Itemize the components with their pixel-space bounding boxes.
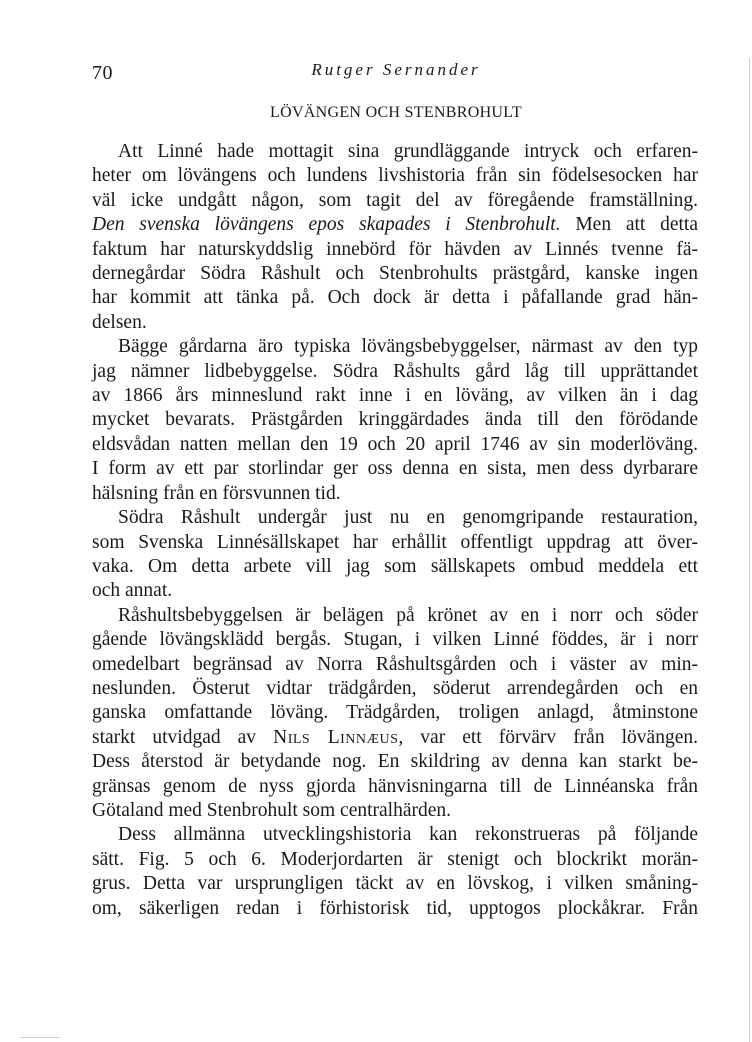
small-caps-name: Nils Linnæus — [273, 726, 399, 748]
text-line: delsen. — [92, 311, 147, 333]
text-line — [92, 213, 698, 237]
body-text — [92, 140, 698, 921]
scan-edge-line — [749, 58, 750, 1042]
text-line: väl icke undgått någon, som tagit del av föregående framställning. — [92, 189, 698, 211]
text-line: om, säkerligen redan i förhistorisk tid, upptogos plockåkrar. Från — [92, 897, 698, 919]
text-line: Dess allmänna utvecklingshistoria kan rekonstrueras på följande — [118, 824, 698, 846]
text-line: vaka. Om detta arbete vill jag som sällskapets ombud meddela ett — [92, 555, 698, 577]
text-line: Södra Råshult undergår just nu en genomgripande restauration, — [118, 507, 698, 529]
text-line: heter om lövängens och lundens livshistoria från sin födelsesocken har — [92, 165, 698, 187]
text-line: dernegårdar Södra Råshult och Stenbrohults prästgård, kanske ingen — [92, 263, 698, 285]
text-line: gränsas genom de nyss gjorda hänvisningarna till de Linnéanska från — [92, 775, 698, 797]
text-line: Götaland med Stenbrohult som centralhärden. — [92, 799, 452, 821]
paragraph-1 — [92, 140, 698, 335]
italic-phrase: Den svenska lövängens epos skapades i Stenbrohult. — [92, 214, 561, 236]
text-line: har kommit att tänka på. Och dock är detta i påfallande grad hän- — [92, 287, 698, 309]
running-head: Rutger Sernander — [311, 60, 481, 79]
text-line: neslunden. Österut vidtar trädgården, söderut arrendegården och en — [92, 677, 698, 699]
text-line: hälsning från en försvunnen tid. — [92, 482, 341, 504]
text-line: och annat. — [92, 580, 173, 602]
page-number: 70 — [92, 62, 113, 84]
text-line: som Svenska Linnésällskapet har erhållit offentligt uppdrag att över- — [92, 531, 698, 553]
text-line: Bägge gårdarna äro typiska lövängsbebyggelser, närmast av den typ — [118, 336, 698, 358]
text-line: Råshultsbebyggelsen är belägen på krönet av en i norr och söder — [118, 604, 698, 626]
scan-bottom-mark — [20, 1037, 60, 1038]
text-line: Dess återstod är betydande nog. En skildring av denna kan starkt be- — [92, 751, 698, 773]
paragraph-5 — [92, 823, 698, 921]
text-fragment: Men att detta — [575, 214, 698, 236]
text-fragment: starkt utvidgad av — [92, 726, 257, 748]
text-line: gående lövängsklädd bergås. Stugan, i vilken Linné föddes, är i norr — [92, 629, 698, 651]
section-heading: LÖVÄNGEN OCH STENBROHULT — [270, 104, 522, 121]
paragraph-2 — [92, 335, 698, 506]
text-line: mycket bevarats. Prästgården kringgärdades ända till den förödande — [92, 409, 698, 431]
text-line — [92, 726, 698, 750]
text-line: omedelbart begränsad av Norra Råshultsgården och i väster av min- — [92, 653, 698, 675]
text-line: ganska omfattande löväng. Trädgården, troligen anlagd, åtminstone — [92, 702, 698, 724]
text-line: Att Linné hade mottagit sina grundläggande intryck och erfaren- — [118, 141, 698, 162]
paragraph-3 — [92, 506, 698, 604]
text-line: sätt. Fig. 5 och 6. Moderjordarten är stenigt och blockrikt morän- — [92, 848, 698, 870]
paragraph-4 — [92, 604, 698, 824]
text-fragment: , var ett förvärv från lövängen. — [398, 726, 698, 748]
text-line: eldsvådan natten mellan den 19 och 20 april 1746 av sin moderlöväng. — [92, 433, 698, 455]
text-line: I form av ett par storlindar ger oss denna en sista, men dess dyrbarare — [92, 458, 698, 480]
text-line: av 1866 års minneslund rakt inne i en löväng, av vilken än i dag — [92, 385, 698, 407]
text-line: grus. Detta var ursprungligen täckt av en lövskog, i vilken småning- — [92, 873, 698, 895]
text-line: faktum har naturskyddslig innebörd för hävden av Linnés tvenne fä- — [92, 238, 698, 260]
text-line: jag nämner lidbebyggelse. Södra Råshults gård låg till upprättandet — [92, 360, 698, 382]
